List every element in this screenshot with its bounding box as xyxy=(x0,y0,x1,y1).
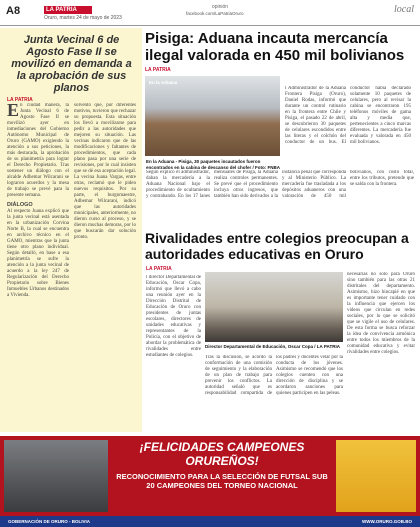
second-article-tag: LA PATRIA xyxy=(146,266,172,272)
left-article xyxy=(0,28,142,432)
left-article-col2: solventó que, por diferentes motivos, tuvieron que rechazar su propuesta. Esta situación los llevó a movilizarse para pedir a las autoridades que mejoren su situación. Las vecinas indicaron que de las modificaciones y faltantes de procedimientos, que cada plano pasa por una serie de revisiones, por lo cual insisten que se dé esa aceptación legal. La vecina Juana Vargas, entre otras, reclamó que le piden nuevos requisitos. Por su parte, el burgomaestre, Adhemar Wilcarani, indicó que las autoridades municipales, anteriormente, no dieron curso al proceso, y se dieron muchas demoras, por lo que buscarán dar solución pronto. xyxy=(74,103,136,240)
main-article-text-bottom: Según explicó el administrador, daban la mercadería a la Aduana Nacional bajo el procedimiento de ocultamiento y contrabando. En los 17 lanes mensuales de Pisiga, la Aduana realiza controles permanentes. Se prevé que el procedimiento incluya otros ingresos, que también han sido derivados a la instancia penal que corresponda y al Ministerio Público. La mercadería fue trasladada a los depósitos aduaneros con una valoración de 450 mil bolivianos, con costo total, entre los tributos, pretende que se salda con la frontera. xyxy=(146,170,414,199)
ad-body: RECONOCIMIENTO PARA LA SELECCIÓN DE FUTSAL SUB 20 CAMPEONES DEL TORNEO NACIONAL xyxy=(116,472,328,490)
section-name: local xyxy=(394,4,414,15)
left-article-tag: LA PATRIA xyxy=(7,97,33,103)
second-article-caption: Director Departamental de Educación, Oscar Copa / LA PATRIA xyxy=(205,344,340,349)
second-article-text-c: necesarias no solo para Oruro sino también para las otras 21 distritales del departamento. Asimismo, hizo hincapié en que es importante tener cuidado con la influencia que ejercen los videos que circulan en redes sociales, por lo que se solicitó que se vigile el uso de celulares. De esta forma se busca reforzar la idea de convivencia armónica entre todos los miembros de la comunidad educativa y evitar rivalidades entre colegios. xyxy=(347,272,415,355)
main-article-head xyxy=(145,30,416,73)
aduana-photo xyxy=(145,76,280,156)
left-col1-text: n ciudad manera, la Junta Vecinal 6 de Agosto Fase II se movilizó ayer en inmediaciones del Gobierno Autónomo Municipal de Oruro (GAMO) exigiendo la atención a sus peticiones, la más destacada, la aprobación de su planimetría para lograr el Derecho Propietario. Tras sostener un diálogo con el alcalde Adhemar Wilcarani se lograron acuerdos y la mesa de trabajo se prevé para la presente semana. xyxy=(7,103,69,198)
newspaper-logo: LA PATRIA xyxy=(44,6,92,14)
photo-label: En la Aduana xyxy=(149,80,178,85)
drop-cap: E xyxy=(7,103,20,120)
main-article-title: Pisiga: Aduana incauta mercancía ilegal valorada en 450 mil bolivianos xyxy=(145,30,405,64)
issue-date: Oruro, martes 24 de mayo de 2023 xyxy=(44,15,122,21)
advertisement[interactable] xyxy=(0,436,420,527)
ad-team-photo xyxy=(336,440,416,512)
director-photo xyxy=(205,272,343,342)
ad-footer xyxy=(0,516,420,527)
ad-footer-left: GOBERNACIÓN DE ORURO - BOLIVIA xyxy=(8,519,91,524)
page-header xyxy=(0,0,420,26)
ad-person-photo xyxy=(4,440,108,512)
left-subhead: DIÁLOGO xyxy=(7,202,33,208)
left-article-col1 xyxy=(7,103,69,432)
ad-headline: ¡FELICIDADES CAMPEONES ORUREÑOS! xyxy=(139,440,305,468)
second-article-title: Rivalidades entre colegios preocupan a autoridades educativas en Oruro xyxy=(145,230,409,262)
second-article-text-b: Tras la discusión, se acordó la conformación de una comisión de seguimiento y la elaboración de un plan de trabajo para prevenir los conflictos. La autoridad señaló que es responsabilidad compartida de los padres y docentes velar por la conducta de los jóvenes. Asimismo se recomendó que los colegios cuenten con una dirección de disciplina y se acordaron sanciones para quienes participen en las peleas. xyxy=(205,355,343,396)
facebook-link[interactable]: facebook.com/LaPatriaOruro xyxy=(186,11,244,16)
main-article-text: l Administrador de la Aduana Frontera Pisiga (Oruro), Daniel Rodas, informó que durante un control rutinario en la frontera entre Chile y Pisiga, el pasado 22 de abril, se descubrieron 30 paquetes de celulares escondidos entre las literas y el colchón del conductor de un bus. El conductor había declarado solamente 10 paquetes de celulares, pero al revisar la cabina se encontraron 195 teléfonos móviles de gama alta y media que, pertenecientes a cinco marcas diferentes. La mercadería fue evaluada y valorada en 450 mil bolivianos. xyxy=(285,86,411,145)
ad-footer-right[interactable]: WWW.ORURO.GOB.BO xyxy=(362,519,412,524)
left-article-title: Junta Vecinal 6 de Agosto Fase II se movilizó en demanda a la aprobación de sus planos xyxy=(11,34,132,94)
second-article-text-a: l director Departamental de Educación, Oscar Copa, informó que llevó a cabo una reunión ayer en la Dirección Distrital de Educación de Oruro con presidentes de juntas escolares, directores de unidades educativas y representantes de la Policía, con el objetivo de abordar la problemática de rivalidades entre estudiantes de colegios. xyxy=(146,275,201,358)
main-article-tag: LA PATRIA xyxy=(145,67,171,73)
main-article-caption: En la Aduana - Pisiga, 30 paquetes incautados fueron encontrados en la cabina de descanso del chofer / Foto: FNBA xyxy=(146,159,281,170)
opinion-label: opinión xyxy=(211,4,229,10)
left-col1b-text: Al respecto Juana explicó que la junta vecinal está asentada en la urbanización Corvina Norte B, la cual se encuentra en archivo técnico en el GAMO, mientras que la junta tiene otro plano individual. Según detalló, en base a esa planimetría se sufre la atención a la junta vecinal de acuerdo a la ley 247 de Regularización del Derecho Propietario sobre Bienes Inmuebles Urbanos destinados a Vivienda. xyxy=(7,209,69,298)
page-number: A8 xyxy=(6,5,21,17)
